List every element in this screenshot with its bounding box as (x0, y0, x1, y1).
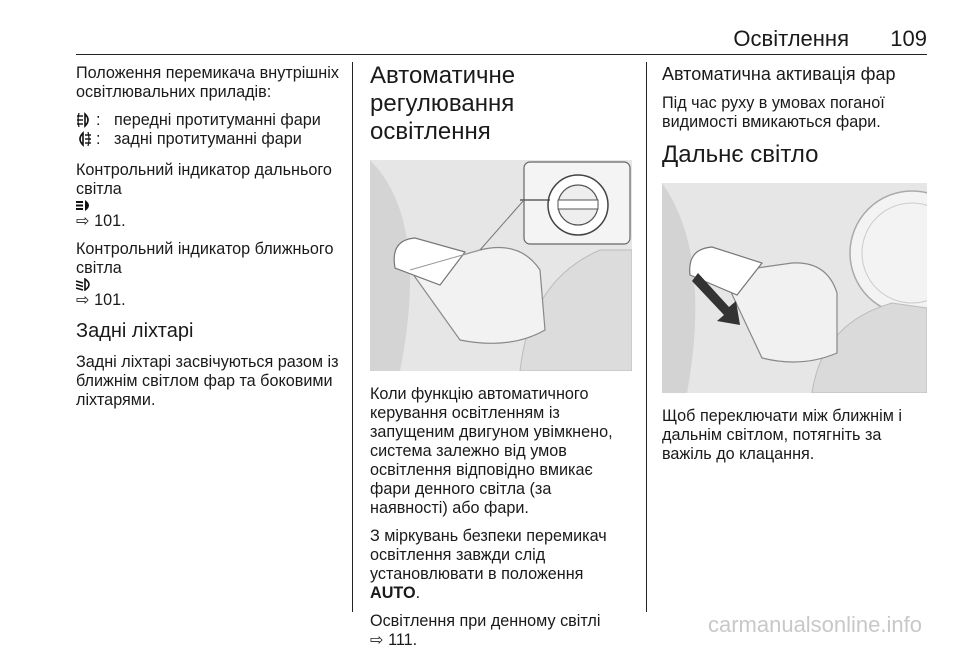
light-switch-illustration (370, 160, 632, 371)
low-beam-text: Контрольний індикатор ближнього світла (76, 240, 334, 277)
reference-arrow-icon: ⇨ (76, 291, 90, 309)
auto-safety-text (370, 527, 632, 603)
definition-rear-fog (76, 130, 342, 149)
low-beam-indicator-text (76, 240, 342, 310)
definition-text: задні протитуманні фари (114, 130, 302, 148)
high-beam-heading: Дальнє світло (662, 141, 819, 168)
rear-lights-text: Задні ліхтарі засвічуються разом із ближнім світлом фар та боковими ліхтарями. (76, 353, 339, 409)
auto-lighting-text: Коли функцію автоматичного керування освітленням із запущеним двигуном увімкнено, система залежно від умов освітлення відповідно вмикає фари денного світла (за наявності) або фари. (370, 385, 613, 517)
watermark: carmanualsonline.info (707, 612, 922, 637)
high-beam-text: Контрольний індикатор дальнього світла (76, 161, 332, 198)
daytime-lights-text: Освітлення при денному світлі (370, 612, 601, 630)
auto-activation-text: Під час руху в умовах поганої видимості вмикаються фари. (662, 94, 885, 131)
definition-list (76, 111, 342, 149)
reference-arrow-icon: ⇨ (370, 631, 384, 649)
low-beam-icon (76, 278, 342, 291)
definition-colon: : (96, 111, 101, 129)
rear-fog-light-icon (76, 130, 96, 149)
column-divider (646, 62, 647, 612)
high-beam-indicator-text (76, 161, 342, 231)
definition-front-fog (76, 111, 342, 130)
page-header (76, 0, 927, 55)
high-beam-text: Щоб переключати між ближнім і дальнім світлом, потягніть за важіль до клацання. (662, 407, 902, 463)
auto-activation-heading: Автоматична активація фар (662, 64, 896, 84)
auto-safety-pre: З міркувань безпеки перемикач освітлення завжди слід установлювати в положення (370, 527, 607, 583)
column-middle (370, 62, 632, 659)
column-divider (352, 62, 353, 612)
rear-lights-heading: Задні ліхтарі (76, 320, 194, 342)
column-left (76, 64, 342, 419)
definition-colon: : (96, 130, 101, 148)
auto-position-label: AUTO (370, 584, 416, 602)
daytime-lights-ref[interactable]: 111. (388, 631, 418, 649)
auto-safety-post: . (415, 584, 421, 602)
high-beam-icon (76, 199, 342, 212)
high-beam-ref[interactable]: 101. (94, 212, 126, 230)
page-title: Освітлення (733, 26, 849, 51)
reference-arrow-icon: ⇨ (76, 212, 90, 230)
auto-lighting-heading: Автоматичне регулювання освітлення (370, 62, 516, 145)
low-beam-ref[interactable]: 101. (94, 291, 126, 309)
column-right (662, 62, 927, 473)
daytime-lights-ref-text (370, 612, 632, 650)
front-fog-light-icon (76, 111, 96, 130)
intro-text: Положення перемикача внутрішніх освітлювальних приладів: (76, 64, 339, 101)
high-beam-lever-illustration (662, 183, 927, 393)
page-number: 109 (890, 26, 927, 51)
definition-text: передні протитуманні фари (114, 111, 321, 129)
